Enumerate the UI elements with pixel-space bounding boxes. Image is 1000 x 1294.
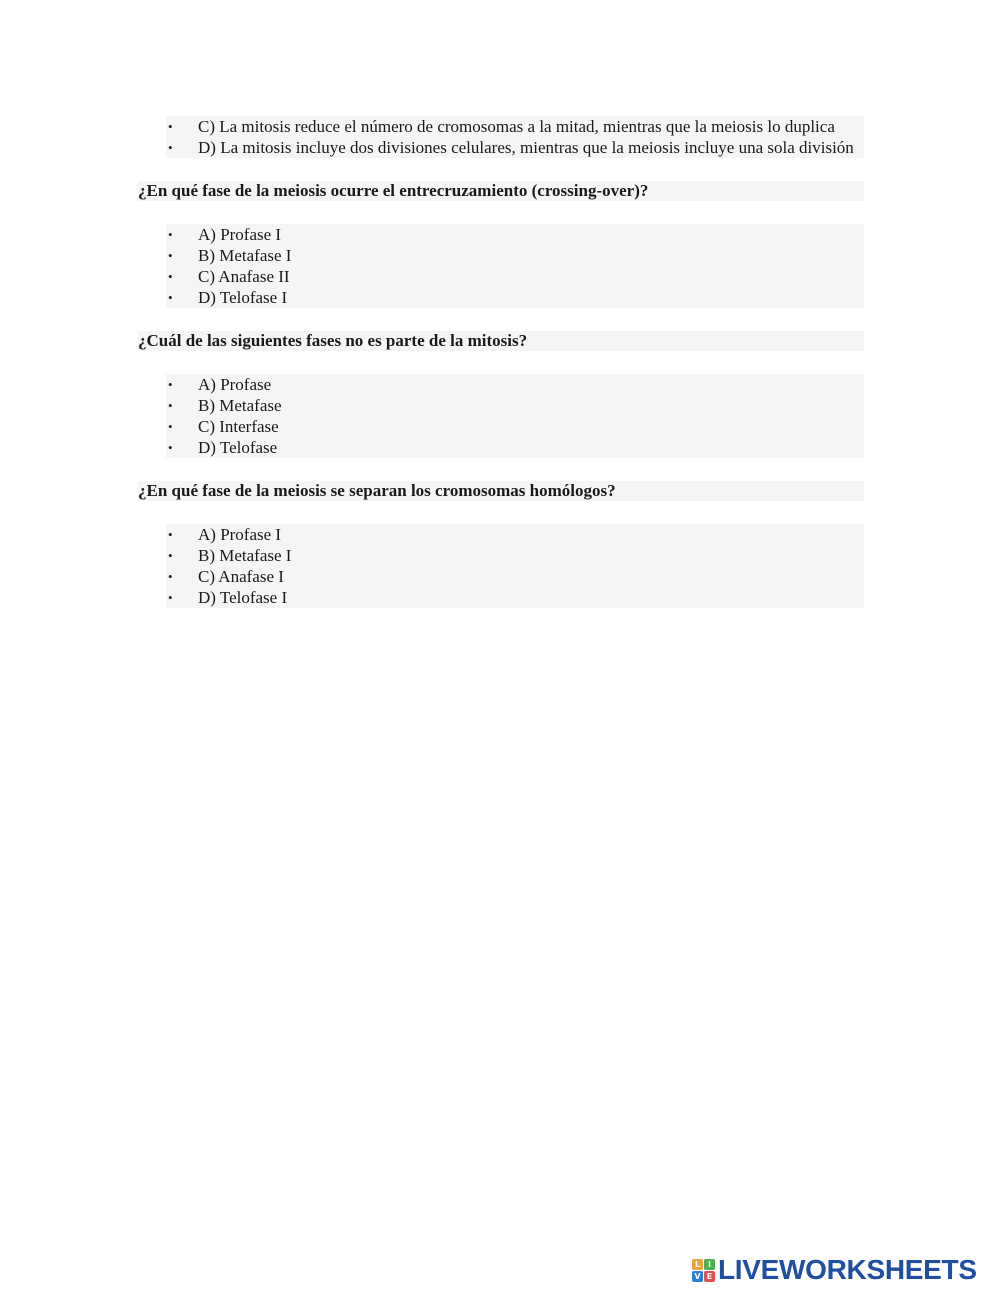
option-text: B) Metafase [198, 396, 282, 415]
option-item [166, 587, 864, 608]
logo-mark-tile: E [704, 1271, 715, 1282]
options-list-3 [166, 374, 864, 458]
option-item [166, 266, 864, 287]
bullet: • [168, 119, 173, 134]
options-list-4 [166, 524, 864, 608]
option-text: A) Profase [198, 375, 272, 394]
question-4: ¿En qué fase de la meiosis se separan los cromosomas homólogos? [138, 481, 864, 501]
option-text: D) Telofase [198, 438, 278, 457]
option-text: C) Interfase [198, 417, 279, 436]
option-item [166, 116, 864, 137]
bullet: • [168, 548, 173, 563]
logo-mark-tile: V [692, 1271, 703, 1282]
question-3: ¿Cuál de las siguientes fases no es parte de la mitosis? [138, 331, 864, 351]
option-item [166, 524, 864, 545]
bullet: • [168, 227, 173, 242]
bullet: • [168, 248, 173, 263]
bullet: • [168, 569, 173, 584]
option-item [166, 137, 864, 158]
bullet: • [168, 527, 173, 542]
option-text: A) Profase I [198, 525, 282, 544]
option-item [166, 245, 864, 266]
worksheet-content [138, 116, 864, 608]
option-item [166, 545, 864, 566]
question-2: ¿En qué fase de la meiosis ocurre el entrecruzamiento (crossing-over)? [138, 181, 864, 201]
option-item [166, 416, 864, 437]
options-list-2 [166, 224, 864, 308]
bullet: • [168, 290, 173, 305]
option-text: A) Profase I [198, 225, 282, 244]
option-text: D) La mitosis incluye dos divisiones celulares, mientras que la meiosis incluye una sola división [198, 138, 854, 157]
option-item [166, 224, 864, 245]
option-item [166, 287, 864, 308]
option-text: D) Telofase I [198, 588, 288, 607]
option-text: C) La mitosis reduce el número de cromosomas a la mitad, mientras que la meiosis lo duplica [198, 117, 835, 136]
bullet: • [168, 419, 173, 434]
option-text: B) Metafase I [198, 546, 292, 565]
options-list-1 [166, 116, 864, 158]
logo-icon [692, 1259, 715, 1282]
option-text: B) Metafase I [198, 246, 292, 265]
bullet: • [168, 590, 173, 605]
option-item [166, 437, 864, 458]
logo-mark-tile: L [692, 1259, 703, 1270]
bullet: • [168, 269, 173, 284]
option-item [166, 395, 864, 416]
liveworksheets-logo[interactable] [692, 1256, 977, 1284]
logo-text: LIVEWORKSHEETS [718, 1254, 977, 1285]
bullet: • [168, 377, 173, 392]
bullet: • [168, 140, 173, 155]
option-text: C) Anafase II [198, 267, 290, 286]
bullet: • [168, 440, 173, 455]
logo-mark-tile: I [704, 1259, 715, 1270]
option-item [166, 566, 864, 587]
option-text: D) Telofase I [198, 288, 288, 307]
option-text: C) Anafase I [198, 567, 284, 586]
option-item [166, 374, 864, 395]
bullet: • [168, 398, 173, 413]
